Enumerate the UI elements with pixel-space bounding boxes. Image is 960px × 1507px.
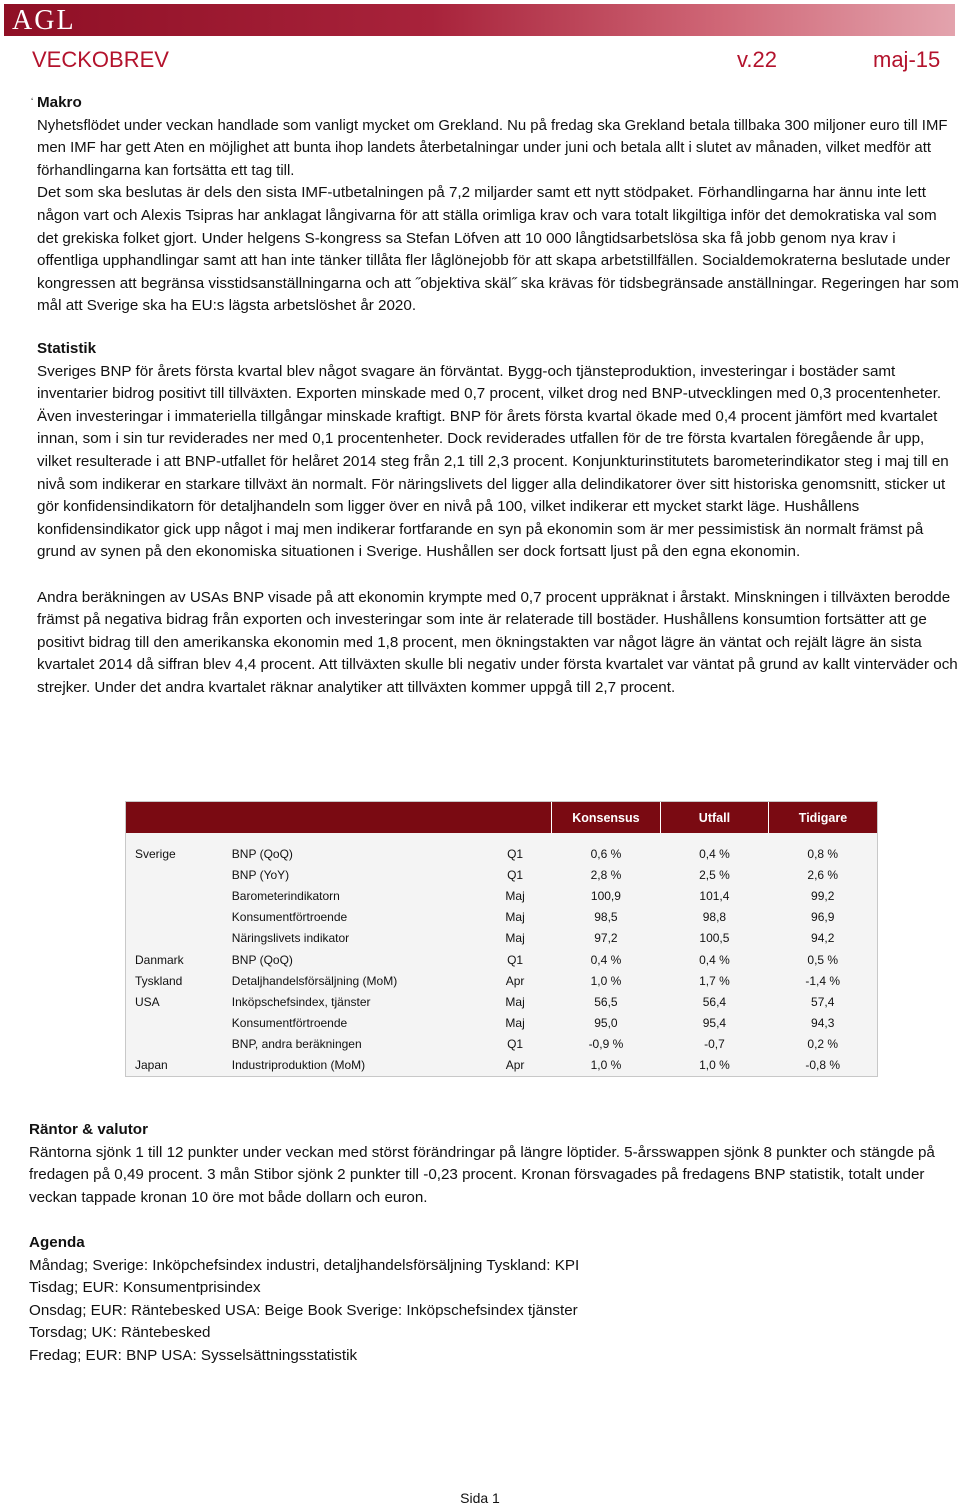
cell-country (126, 907, 232, 928)
agl-logo: AGL (12, 5, 76, 36)
cell-period: Maj (505, 1016, 525, 1031)
statistik-section (37, 338, 959, 700)
cell-period: Maj (505, 931, 525, 946)
cell-konsensus: 97,2 (594, 931, 618, 946)
makro-section (37, 92, 959, 318)
cell-tidigare: 2,6 % (807, 867, 839, 882)
cell-country (126, 885, 232, 906)
cell-utfall: 0,4 % (699, 952, 730, 967)
document-title: VECKOBREV (32, 47, 169, 72)
cell-tidigare: -1,4 % (805, 973, 841, 988)
cell-konsensus: 56,5 (594, 994, 618, 1009)
cell-period: Q1 (507, 867, 524, 882)
cell-indicator: Näringslivets indikator (231, 931, 350, 946)
cell-tidigare: -0,8 % (805, 1058, 841, 1073)
cell-indicator: BNP (QoQ) (231, 846, 293, 861)
cell-indicator: Konsumentförtroende (231, 1016, 348, 1031)
agenda-heading: Agenda (29, 1234, 85, 1251)
table-spacer (126, 833, 877, 843)
rantor-section (29, 1119, 954, 1209)
cell-country (126, 864, 232, 885)
table-row (126, 928, 877, 949)
cell-period: Q1 (507, 952, 524, 967)
statistik-paragraph-2: Andra beräkningen av USAs BNP visade på att ekonomin krympte med 0,7 procent uppräknat i årstakt. Minskningen i tillväxten berodde främst på negativa bidrag från exporten och investeringar som inte är relaterade till bostäder. Hushållens konsumtion fortsätter att ge positivt bidrag till den amerikanska ekonomin med 1,8 procent, men ökningstakten var något lägre än väntat och rejält lägre än sista kvartalet 2014 då siffran blev 4,4 procent. Att tillväxten skulle bli negativ under första kvartalet var väntat på grund av kallt vinterväder och strejker. Under det andra kvartalet räknar analytiker att tillväxten kommer uppgå till 2,7 procent. (37, 588, 958, 696)
cell-konsensus: 1,0 % (590, 1058, 622, 1073)
makro-heading: Makro (37, 94, 82, 111)
rantor-heading: Räntor & valutor (29, 1121, 148, 1138)
cell-indicator: BNP (QoQ) (231, 952, 293, 967)
cell-period: Q1 (507, 846, 524, 861)
cell-indicator: Inköpschefsindex, tjänster (231, 994, 371, 1009)
rantor-paragraph: Räntorna sjönk 1 till 12 punkter under veckan med störst förändringar på längre löptider. 5-årsswappen sjönk 8 punkter och stängde på fredagen på 0,49 procent. 3 mån Stibor sjönk 2 punkter till -0,23 procent. Kronan försvagades på fredagens BNP statistik, totalt under veckan tappade kronan 10 öre mot både dollarn och euron. (29, 1143, 935, 1206)
cell-konsensus: -0,9 % (588, 1037, 624, 1052)
page-number: Sida 1 (460, 1490, 500, 1506)
cell-tidigare: 0,8 % (807, 846, 839, 861)
table-row (126, 907, 877, 928)
cell-country: Danmark (135, 952, 184, 967)
cell-indicator: Detaljhandelsförsäljning (MoM) (231, 973, 398, 988)
cell-indicator: Industriproduktion (MoM) (231, 1058, 366, 1073)
cell-utfall: 101,4 (699, 888, 730, 903)
week-number: v.22 (737, 47, 777, 72)
cell-country (126, 1013, 232, 1034)
cell-period: Apr (505, 973, 525, 988)
cell-konsensus: 95,0 (594, 1016, 618, 1031)
cell-period: Apr (505, 1058, 525, 1073)
cell-country: Sverige (135, 846, 176, 861)
stray-mark: ʻ (31, 97, 34, 108)
makro-paragraph-1: Nyhetsflödet under veckan handlade som vanligt mycket om Grekland. Nu på fredag ska Grekland betala tillbaka 300 miljoner euro till IMF men IMF har gett Aten en möjlighet att bunta ihop landets återbetalningar under juni och betala allt i slutet av månaden, vilket medför att förhandlingarna kan fortsätta ett tag till. (37, 117, 948, 179)
issue-date: maj-15 (873, 47, 941, 72)
cell-tidigare: 94,2 (811, 931, 835, 946)
cell-indicator: BNP, andra beräkningen (231, 1037, 362, 1052)
cell-utfall: 0,4 % (699, 846, 730, 861)
agenda-item: Onsdag; EUR: Räntebesked USA: Beige Book Sverige: Inköpschefsindex tjänster (29, 1301, 578, 1319)
cell-period: Maj (505, 994, 525, 1009)
cell-country (126, 928, 232, 949)
cell-tidigare: 96,9 (811, 910, 835, 925)
cell-country: Japan (135, 1058, 168, 1073)
cell-konsensus: 0,4 % (590, 952, 622, 967)
cell-utfall: 95,4 (702, 1016, 727, 1031)
cell-tidigare: 57,4 (811, 994, 835, 1009)
cell-period: Maj (505, 910, 525, 925)
cell-konsensus: 100,9 (590, 888, 621, 903)
cell-utfall: 2,5 % (699, 867, 730, 882)
cell-utfall: 56,4 (702, 994, 727, 1009)
header-tidigare: Tidigare (768, 802, 877, 833)
agenda-item: Fredag; EUR: BNP USA: Sysselsättningsstatistik (29, 1346, 358, 1364)
agenda-item: Torsdag; UK: Räntebesked (29, 1324, 211, 1342)
macro-data-table (126, 802, 877, 1076)
table-row (126, 991, 877, 1012)
header-banner (4, 4, 955, 36)
cell-indicator: Barometerindikatorn (231, 888, 340, 903)
table-header-row (126, 802, 877, 833)
header-konsensus: Konsensus (551, 802, 660, 833)
table-row (126, 970, 877, 991)
cell-konsensus: 98,5 (594, 910, 618, 925)
table-header-blank (126, 802, 551, 833)
cell-utfall: 1,0 % (699, 1058, 730, 1073)
cell-country: Tyskland (135, 973, 183, 988)
cell-utfall: 98,8 (702, 910, 727, 925)
cell-utfall: 100,5 (699, 931, 730, 946)
cell-period: Maj (505, 888, 525, 903)
cell-utfall: 1,7 % (699, 973, 730, 988)
cell-indicator: BNP (YoY) (231, 867, 290, 882)
cell-tidigare: 0,2 % (807, 1037, 839, 1052)
cell-utfall: -0,7 (704, 1037, 725, 1052)
table-row (126, 843, 877, 864)
table-row (126, 1013, 877, 1034)
cell-period: Q1 (507, 1037, 524, 1052)
agenda-section (29, 1232, 954, 1368)
cell-konsensus: 1,0 % (590, 973, 622, 988)
cell-tidigare: 94,3 (811, 1016, 835, 1031)
agenda-item: Måndag; Sverige: Inköpchefsindex industri, detaljhandelsförsäljning Tyskland: KPI (29, 1256, 580, 1274)
cell-tidigare: 0,5 % (807, 952, 839, 967)
cell-country: USA (135, 994, 160, 1009)
cell-konsensus: 2,8 % (590, 867, 622, 882)
table-row (126, 885, 877, 906)
table-row (126, 864, 877, 885)
cell-konsensus: 0,6 % (590, 846, 622, 861)
table-row (126, 1034, 877, 1055)
table-row (126, 1055, 877, 1076)
agenda-item: Tisdag; EUR: Konsumentprisindex (29, 1279, 261, 1297)
cell-tidigare: 99,2 (811, 888, 835, 903)
header-utfall: Utfall (660, 802, 768, 833)
cell-indicator: Konsumentförtroende (231, 910, 348, 925)
cell-country (126, 1034, 232, 1055)
table-row (126, 949, 877, 970)
makro-paragraph-2: Det som ska beslutas är dels den sista IMF-utbetalningen på 7,2 miljarder samt ett nytt stödpaket. Förhandlingarna har ännu inte lett någon vart och Alexis Tsipras har anklagat långivarna för att ställa orimliga krav och vara totalt likgiltiga inför det demokratiska val som det grekiska folket gjort. Under helgens S-kongress sa Stefan Löfven att 10 000 långtidsarbetslösa ska få jobb genom nya krav i offentliga upphandlingar samt att han inte tänker tillåta fler låglönejobb för att skapa arbetstillfällen. Socialdemokraterna beslutade under kongressen att begränsa visstidsanställningarna och att ˝objektiva skäl˝ ska krävas för tidsbegränsade anställningar. Regeringen har som mål att Sverige ska ha EU:s lägsta arbetslöshet år 2020. (37, 184, 959, 315)
statistik-paragraph-1: Sveriges BNP för årets första kvartal blev något svagare än förväntat. Bygg-och tjänsteproduktion, investeringar i bostäder samt inventarier bidrog positivt till tillväxten. Exporten minskade med 0,7 procent, vilket drog ned BNP-utvecklingen med 0,3 procentenheter. Även investeringar i immateriella tillgångar minskade kraftigt. BNP för årets första kvartal ökade med 0,4 procent jämfört med kvartalet innan, som i sin tur reviderades ner med 0,1 procentenheter. Dock reviderades utfallen för de tre första kvartalen föregående år upp, vilket resulterade i att BNP-utfallet för helåret 2014 steg från 2,1 till 2,3 procent. Konjunkturinstitutets barometerindikator steg i maj till en nivå som indikerar en starkare tillväxt än normalt. För näringslivets del ligger alla delindikatorer över sitt historiska genomsnitt, sticker ut gör konfidensindikatorn för detaljhandeln som ligger över en nivå på 100, vilket indikerar ett mycket starkt läge. Hushållens konfidensindikator gick upp något i maj men indikerar fortfarande en syn på ekonomin som är mer pessimistisk än normalt främst på grund av synen på den ekonomiska situationen i Sverige. Hushållen ser dock fortsatt ljust på den egna ekonomin. (37, 362, 949, 561)
statistik-heading: Statistik (37, 340, 97, 357)
